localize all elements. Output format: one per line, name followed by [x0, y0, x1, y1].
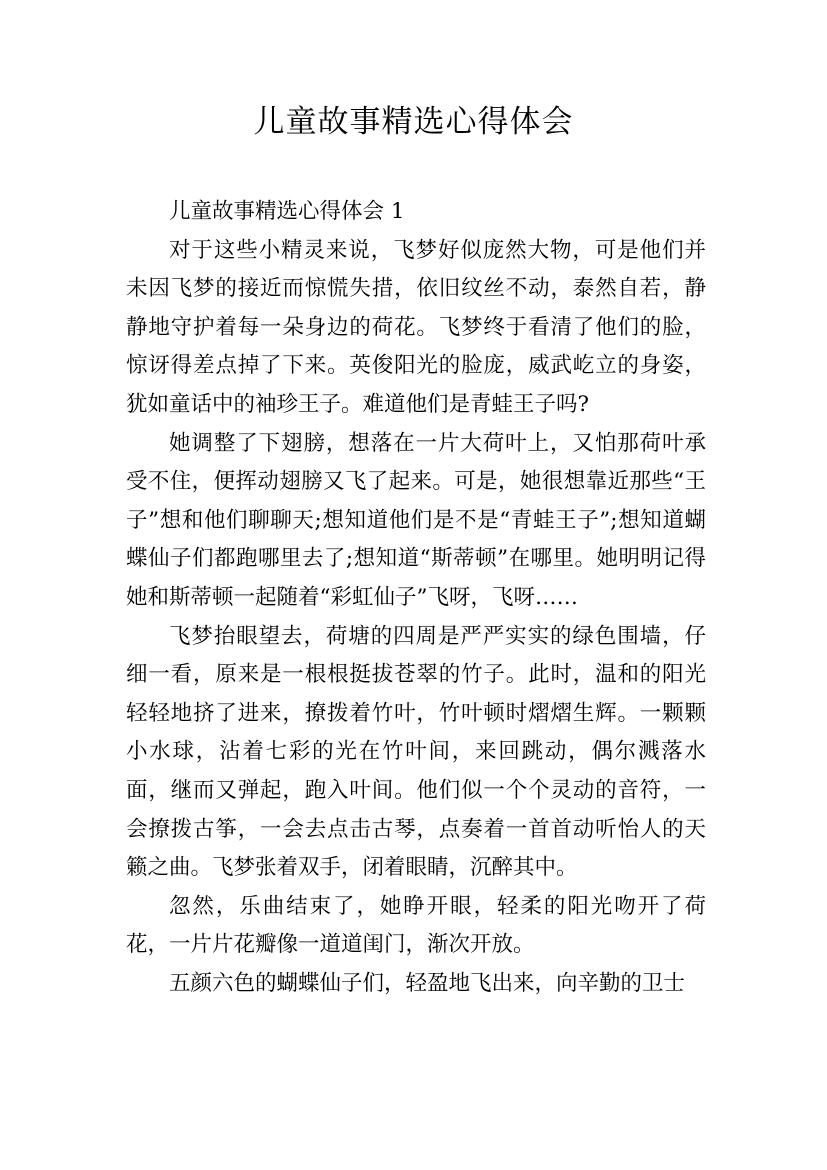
paragraph: 飞梦抬眼望去，荷塘的四周是严严实实的绿色围墙，仔细一看，原来是一根根挺拔苍翠的竹子。此时，温和的阳光轻轻地挤了进来，撩拨着竹叶，竹叶顿时熠熠生辉。一颗颗小水球，沾着七彩的光在竹叶间，来回跳动，偶尔溅落水面，继而又弹起，跑入叶间。他们似一个个灵动的音符，一会撩拨古筝，一会去点击古琴，点奏着一首首动听怡人的天籁之曲。飞梦张着双手，闭着眼睛，沉醉其中。 [126, 623, 706, 881]
paragraph: 对于这些小精灵来说，飞梦好似庞然大物，可是他们并未因飞梦的接近而惊慌失措，依旧纹丝不动，泰然自若，静静地守护着每一朵身边的荷花。飞梦终于看清了他们的脸，惊讶得差点掉了下来。英俊阳光的脸庞，威武屹立的身姿，犹如童话中的袖珍王子。难道他们是青蛙王子吗? [126, 237, 706, 417]
paragraph: 她调整了下翅膀，想落在一片大荷叶上，又怕那荷叶承受不住，便挥动翅膀又飞了起来。可是，她很想靠近那些“王子”想和他们聊聊天;想知道他们是不是“青蛙王子”;想知道蝴蝶仙子们都跑哪里去了;想知道“斯蒂顿”在哪里。她明明记得她和斯蒂顿一起随着“彩虹仙子”飞呀，飞呀…… [126, 430, 706, 610]
document-body [126, 193, 706, 1003]
paragraph: 忽然，乐曲结束了，她睁开眼，轻柔的阳光吻开了荷花，一片片花瓣像一道道闺门，渐次开放。 [126, 893, 706, 958]
section-heading: 儿童故事精选心得体会 1 [169, 199, 405, 224]
page-title: 儿童故事精选心得体会 [253, 104, 574, 140]
paragraph: 五颜六色的蝴蝶仙子们，轻盈地飞出来，向辛勤的卫士 [169, 970, 686, 996]
